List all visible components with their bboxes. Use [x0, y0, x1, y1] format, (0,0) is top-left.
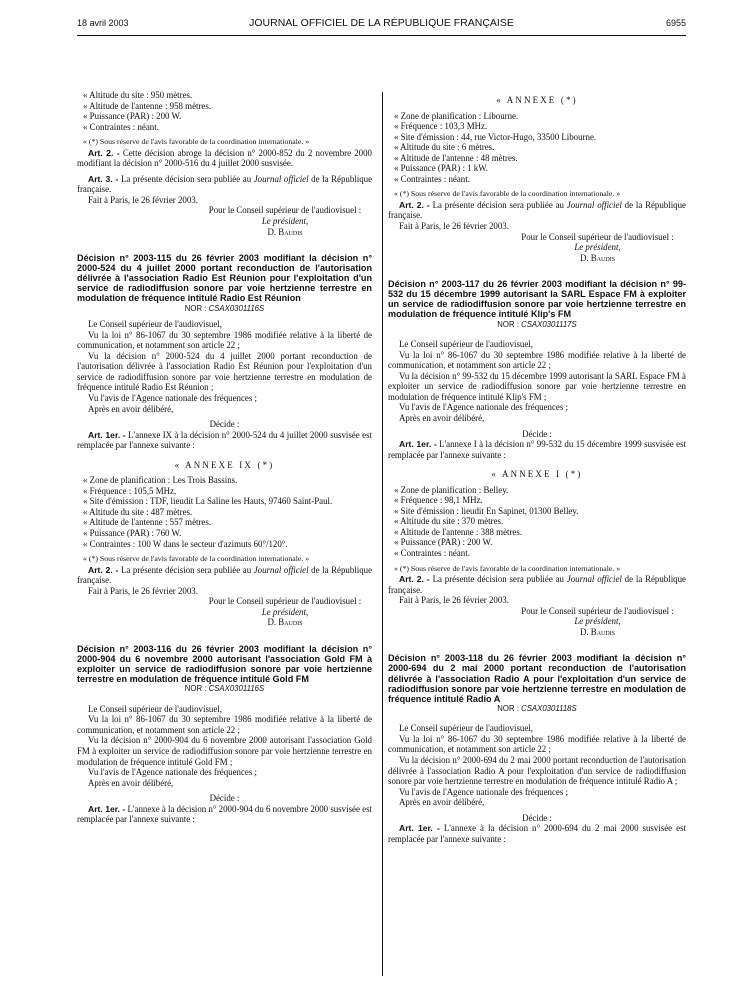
journal-officiel-ref: Journal officiel — [566, 199, 622, 210]
deliberation: Après en avoir délibéré, — [399, 412, 485, 423]
article-label: Art. 1er. - — [399, 823, 440, 834]
annexe-line: « Altitude du site : 370 mètres. — [394, 516, 504, 527]
article-label: Art. 1er. - — [88, 803, 126, 814]
decide: Décide : — [522, 812, 552, 823]
fait-a-paris: Fait à Paris, le 26 février 2003. — [88, 585, 198, 596]
visa: Vu la décision n° 2000-694 du 2 mai 2000 portant reconduction de l'autorisation délivrée à l'association Radio A pour l'exploitation d'un service de radiodiffusion sonore par voie hertzienne terrestre en modulation de fréquence intitulé Radio A ; — [388, 755, 686, 787]
article-text: de la République française. — [388, 574, 686, 595]
annexe-line: « Altitude du site : 487 mètres. — [83, 506, 193, 517]
signature-name: D. Baudis — [579, 252, 616, 263]
article-1 — [77, 430, 372, 451]
preamble: Le Conseil supérieur de l'audiovisuel, — [88, 703, 222, 714]
coordination-note: « (*) Sous réserve de l'avis favorable de la coordination internationale. » — [83, 554, 310, 564]
journal-officiel-ref: Journal officiel — [253, 564, 309, 575]
annexe-line: « Site d'émission : 44, rue Victor-Hugo, 33500 Libourne. — [394, 131, 597, 142]
annexe-line: « Contraintes : 100 W dans le secteur d'azimuts 60°/120°. — [83, 538, 288, 549]
decision-title: Décision n° 2003-115 du 26 février 2003 modifiant la décision n° 2000-524 du 4 juillet 2000 portant reconduction de l'autorisation délivrée à l'association Radio Est Réunion pour l'exploitation d'un service de radiodiffusion sonore par voie hertzienne terrestre en modulation de fréquence intitulé Radio Est Réunion — [77, 253, 372, 304]
visa: Vu l'avis de l'Agence nationale des fréquences ; — [88, 392, 258, 403]
article-text: L'annexe IX à la décision n° 2000-524 du 4 juillet 2000 susvisée est remplacée par l'annexe suivante : — [77, 429, 372, 451]
coordination-note: « (*) Sous réserve de l'avis favorable de la coordination internationale. » — [83, 137, 310, 147]
article-1 — [388, 439, 686, 460]
nor-label: NOR : — [497, 319, 519, 329]
nor-reference — [77, 304, 372, 315]
nor-reference — [77, 684, 372, 695]
article-label: Art. 1er. - — [88, 429, 126, 440]
article-text: L'annexe I à la décision n° 99-532 du 15 décembre 1999 susvisée est remplacée par l'annexe suivante : — [388, 439, 686, 460]
annexe-line: « Puissance (PAR) : 200 W. — [83, 111, 182, 122]
header-rule — [77, 35, 686, 36]
annexe-line: « Puissance (PAR) : 200 W. — [394, 537, 493, 548]
coordination-note: « (*) Sous réserve de l'avis favorable de la coordination internationale. » — [394, 189, 621, 199]
article-text: de la République française. — [388, 199, 686, 221]
coordination-note: « (*) Sous réserve de l'avis favorable de la coordination internationale. » — [394, 563, 621, 573]
page-header — [77, 18, 686, 32]
decide: Décide : — [209, 419, 240, 430]
fait-a-paris: Fait à Paris, le 26 février 2003. — [88, 194, 198, 205]
nor-label: NOR : — [184, 684, 207, 694]
preamble: Le Conseil supérieur de l'audiovisuel, — [399, 723, 533, 734]
article-text: L'annexe à la décision n° 2000-694 du 2 mai 2000 susvisée est remplacée par l'annexe suivante : — [388, 823, 686, 844]
article-text: La présente décision sera publiée au — [120, 173, 252, 184]
signature-name: D. Baudis — [579, 626, 616, 637]
decision-title: Décision n° 2003-118 du 26 février 2003 modifiant la décision n° 2000-694 du 2 mai 2000 portant reconduction de l'autorisation délivrée à l'association Radio A pour l'exploitation d'un service de radiodiffusion sonore par voie hertzienne terrestre en modulation de fréquence intitulé Radio A — [388, 653, 686, 704]
annexe-line: « Puissance (PAR) : 760 W. — [83, 527, 182, 538]
signature-block — [77, 205, 372, 237]
annexe-heading: « ANNEXE (*) — [496, 95, 578, 105]
article-text: de la République française. — [77, 173, 372, 195]
signature-line: Pour le Conseil supérieur de l'audiovisuel : — [521, 605, 674, 616]
annexe-line: « Altitude de l'antenne : 557 mètres. — [83, 517, 212, 528]
journal-officiel-ref: Journal officiel — [253, 173, 309, 184]
signature-block — [388, 232, 686, 264]
annexe-line: « Zone de planification : Libourne. — [394, 110, 519, 121]
signature-name: D. Baudis — [267, 226, 303, 237]
signature-block — [77, 596, 372, 628]
journal-officiel-ref: Journal officiel — [566, 574, 622, 585]
signature-role: Le président, — [574, 242, 621, 253]
visa: Vu la loi n° 86-1067 du 30 septembre 1986 modifiée relative à la liberté de communication, et notamment son article 22 ; — [77, 714, 372, 735]
annexe-line: « Altitude de l'antenne : 958 mètres. — [83, 100, 212, 111]
article-label: Art. 2. - — [88, 147, 120, 158]
previous-annexe-bullets — [77, 90, 372, 132]
annexe-line: « Site d'émission : TDF, lieudit La Saline les Hauts, 97460 Saint-Paul. — [83, 496, 333, 507]
article-label: Art. 2. - — [88, 564, 119, 575]
article-label: Art. 2. - — [399, 199, 430, 210]
annexe-line: « Fréquence : 105,5 MHz. — [83, 485, 177, 496]
annexe-line: « Zone de planification : Les Trois Bassins. — [83, 475, 238, 486]
visa: Vu la décision n° 2000-524 du 4 juillet 2000 portant reconduction de l'autorisation délivrée à l'association Radio Est Réunion pour l'exploitation d'un service de radiodiffusion sonore par voie hertzienne terrestre en modulation de fréquence intitulé Radio Est Réunion ; — [77, 350, 372, 393]
annexe-line: « Contraintes : néant. — [394, 547, 470, 558]
nor-code: CSAX0301116S — [208, 684, 265, 694]
article-2 — [388, 200, 686, 221]
decide: Décide : — [209, 793, 240, 804]
signature-line: Pour le Conseil supérieur de l'audiovisuel : — [521, 231, 674, 242]
article-2 — [77, 148, 372, 169]
deliberation: Après en avoir délibéré, — [88, 777, 174, 788]
visa: Vu la loi n° 86-1067 du 30 septembre 1986 modifiée relative à la liberté de communication, et notamment son article 22 ; — [388, 349, 686, 371]
decision-title: Décision n° 2003-117 du 26 février 2003 modifiant la décision n° 99-532 du 15 décembre 1999 autorisant la SARL Espace FM à exploiter un service de radiodiffusion sonore par voie hertzienne terrestre en modulation de fréquence intitulé Klip's FM — [388, 279, 686, 320]
article-1 — [77, 804, 372, 825]
article-text: La présente décision sera publiée au — [432, 199, 564, 210]
annexe-line: « Altitude de l'antenne : 48 mètres. — [394, 152, 518, 163]
annexe-heading: « ANNEXE IX (*) — [174, 459, 275, 470]
decision-2003-116 — [77, 644, 372, 825]
journal-title: JOURNAL OFFICIEL DE LA RÉPUBLIQUE FRANÇAISE — [249, 17, 514, 29]
decision-2003-115 — [77, 253, 372, 628]
signature-name: D. Baudis — [267, 617, 303, 628]
visa: Vu la décision n° 99-532 du 15 décembre 1999 autorisant la SARL Espace FM à exploiter un service de radiodiffusion sonore par voie hertzienne terrestre en modulation de fréquence intitulé Klip's FM ; — [388, 370, 686, 402]
annexe-line: « Site d'émission : lieudit En Sapinet, 01300 Belley. — [394, 505, 579, 516]
article-1 — [388, 823, 686, 844]
signature-line: Pour le Conseil supérieur de l'audiovisuel : — [208, 596, 362, 607]
nor-code: CSAX0301118S — [521, 703, 577, 713]
article-label: Art. 3. - — [88, 173, 119, 184]
visa: Vu la loi n° 86-1067 du 30 septembre 1986 modifiée relative à la liberté de communication, et notamment son article 22 ; — [388, 733, 686, 755]
annexe-line: « Fréquence : 103,3 MHz. — [394, 121, 488, 132]
decision-title: Décision n° 2003-116 du 26 février 2003 modifiant la décision n° 2000-904 du 6 novembre 2000 autorisant l'association Gold FM à exploiter un service de radiodiffusion sonore par voie hertzienne terrestre en modulation de fréquence intitulé Gold FM — [77, 643, 372, 685]
annexe-line: « Altitude de l'antenne : 388 mètres. — [394, 526, 523, 537]
signature-block — [388, 606, 686, 638]
nor-reference — [388, 704, 686, 715]
annexe-line: « Altitude du site : 950 mètres. — [83, 90, 193, 100]
signature-role: Le président, — [261, 606, 309, 617]
column-divider — [382, 92, 383, 976]
article-label: Art. 1er. - — [399, 439, 437, 450]
preamble: Le Conseil supérieur de l'audiovisuel, — [399, 339, 533, 350]
signature-role: Le président, — [574, 616, 621, 627]
decision-2003-118 — [388, 653, 686, 844]
nor-reference — [388, 320, 686, 331]
preamble: Le Conseil supérieur de l'audiovisuel, — [88, 319, 222, 330]
article-2 — [77, 565, 372, 586]
visa: Vu la loi n° 86-1067 du 30 septembre 1986 modifiée relative à la liberté de communication, et notamment son article 22 ; — [77, 329, 372, 351]
visa: Vu l'avis de l'Agence nationale des fréquences ; — [88, 767, 258, 778]
visa: Vu l'avis de l'Agence nationale des fréquences ; — [399, 402, 569, 413]
signature-role: Le président, — [261, 216, 309, 227]
visa: Vu la décision n° 2000-904 du 6 novembre 2000 autorisant l'association Gold FM à exploiter un service de radiodiffusion sonore par voie hertzienne terrestre en modulation de fréquence intitulé Gold FM ; — [77, 735, 372, 767]
article-label: Art. 2. - — [399, 574, 430, 585]
article-text: La présente décision sera publiée au — [432, 574, 564, 585]
right-column — [388, 90, 686, 844]
signature-line: Pour le Conseil supérieur de l'audiovisuel : — [208, 205, 362, 216]
nor-code: CSAX0301116S — [208, 303, 265, 313]
fait-a-paris: Fait à Paris, le 26 février 2003. — [399, 595, 509, 606]
header-date: 18 avril 2003 — [77, 18, 129, 28]
visa: Vu l'avis de l'Agence nationale des fréquences ; — [399, 786, 569, 797]
annexe-line: « Zone de planification : Belley. — [394, 484, 509, 495]
article-text: de la République française. — [77, 564, 372, 586]
annexe-line: « Puissance (PAR) : 1 kW. — [394, 163, 489, 174]
decide: Décide : — [522, 428, 552, 439]
article-2 — [388, 574, 686, 595]
annexe-line: « Contraintes : néant. — [394, 173, 470, 184]
left-column — [77, 90, 372, 825]
article-text: Cette décision abroge la décision n° 2000-852 du 2 novembre 2000 modifiant la décision n° 2000-516 du 4 juillet 2000 susvisée. — [77, 147, 372, 169]
annexe-line: « Altitude du site : 6 mètres. — [394, 142, 495, 153]
nor-label: NOR : — [184, 303, 207, 313]
article-3 — [77, 174, 372, 195]
fait-a-paris: Fait à Paris, le 26 février 2003. — [399, 221, 509, 232]
decision-2003-117 — [388, 279, 686, 637]
annexe-heading: « ANNEXE I (*) — [491, 469, 583, 480]
page-number: 6955 — [665, 18, 686, 28]
article-text: L'annexe à la décision n° 2000-904 du 6 novembre 2000 susvisée est remplacée par l'annexe suivante : — [77, 803, 372, 825]
nor-label: NOR : — [497, 703, 519, 713]
article-text: La présente décision sera publiée au — [120, 564, 252, 575]
deliberation: Après en avoir délibéré, — [399, 797, 485, 808]
nor-code: CSAX0301117S — [521, 319, 577, 329]
annexe-line: « Fréquence : 98,1 MHz. — [394, 495, 483, 506]
annexe-line: « Contraintes : néant. — [83, 121, 159, 132]
deliberation: Après en avoir délibéré, — [88, 403, 174, 414]
